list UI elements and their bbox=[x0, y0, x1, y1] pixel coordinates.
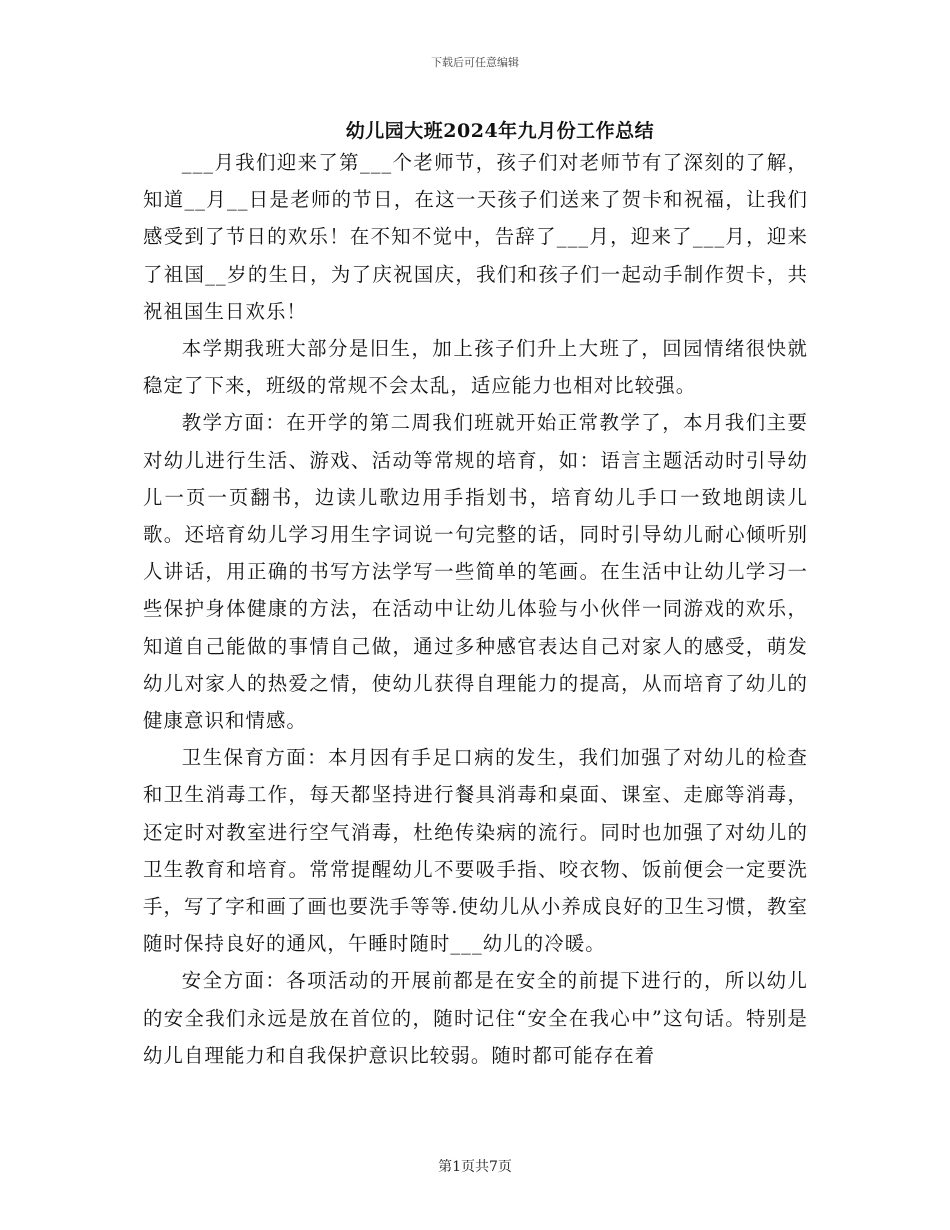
paragraph-class-overview: 本学期我班大部分是旧生，加上孩子们升上大班了，回园情绪很快就稳定了下来，班级的常规不会太乱，适应能力也相对比较强。 bbox=[143, 337, 808, 398]
document-body bbox=[143, 144, 808, 1074]
paragraph-hygiene: 卫生保育方面：本月因有手足口病的发生，我们加强了对幼儿的检查和卫生消毒工作，每天都坚持进行餐具消毒和桌面、课室、走廊等消毒，还定时对教室进行空气消毒，杜绝传染病的流行。同时也加强了对幼儿的卫生教育和培育。常常提醒幼儿不要吸手指、咬衣物、饭前便会一定要洗手，写了字和画了画也要洗手等等.使幼儿从小养成良好的卫生习惯，教室随时保持良好的通风，午睡时随时___幼儿的冷暖。 bbox=[143, 746, 808, 956]
document-title: 幼儿园大班2024年九月份工作总结 bbox=[345, 120, 655, 142]
page-number: 第1页共7页 bbox=[438, 1159, 512, 1175]
paragraph-safety: 安全方面：各项活动的开展前都是在安全的前提下进行的，所以幼儿的安全我们永远是放在首位的，随时记住“安全在我心中”这句话。特别是幼儿自理能力和自我保护意识比较弱。随时都可能存在着 bbox=[143, 969, 808, 1067]
page-header-note: 下载后可任意编辑 bbox=[431, 56, 519, 69]
paragraph-teaching: 教学方面：在开学的第二周我们班就开始正常教学了，本月我们主要对幼儿进行生活、游戏、活动等常规的培育，如：语言主题活动时引导幼儿一页一页翻书，边读儿歌边用手指划书，培育幼儿手口一致地朗读儿歌。还培育幼儿学习用生字词说一句完整的话，同时引导幼儿耐心倾听别人讲话，用正确的书写方法学写一些简单的笔画。在生活中让幼儿学习一些保护身体健康的方法，在活动中让幼儿体验与小伙伴一同游戏的欢乐，知道自己能做的事情自己做，通过多种感官表达自己对家人的感受，萌发幼儿对家人的热爱之情，使幼儿获得自理能力的提高，从而培育了幼儿的健康意识和情感。 bbox=[143, 411, 808, 733]
paragraph-teachers-day: ___月我们迎来了第___个老师节，孩子们对老师节有了深刻的了解，知道__月__日是老师的节日，在这一天孩子们送来了贺卡和祝福，让我们感受到了节日的欢乐！在不知不觉中，告辞了___月，迎来了___月，迎来了祖国__岁的生日，为了庆祝国庆，我们和孩子们一起动手制作贺卡，共祝祖国生日欢乐！ bbox=[143, 151, 808, 323]
